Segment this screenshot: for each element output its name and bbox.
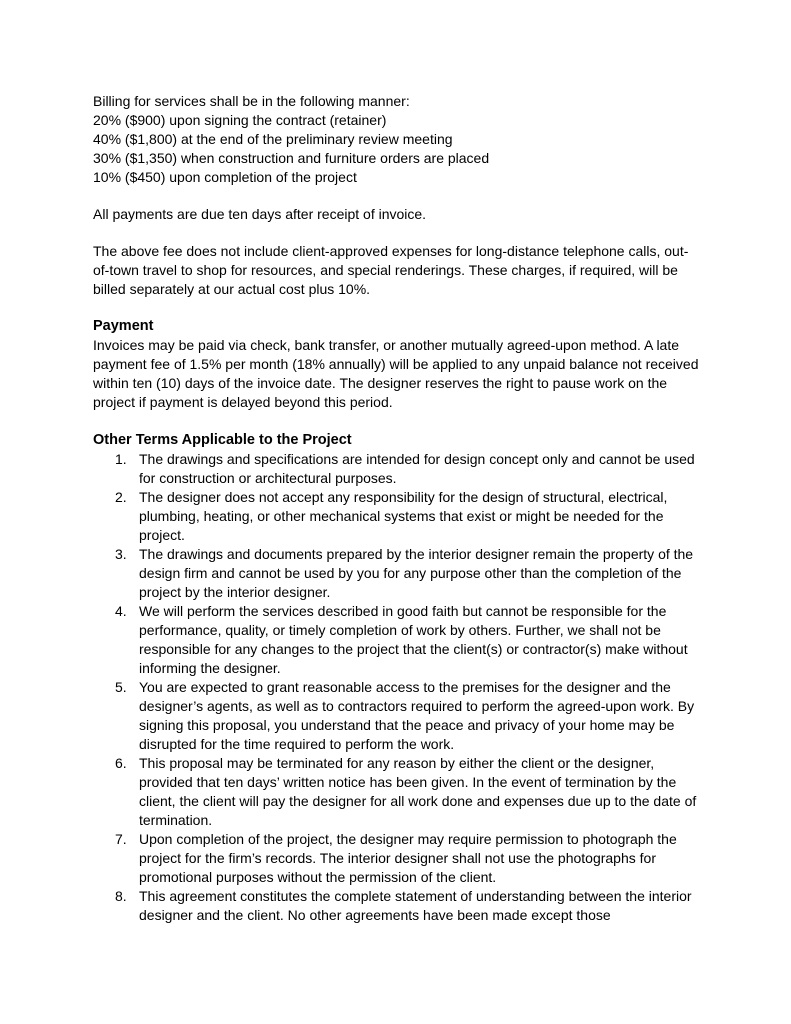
- list-item-number: 7.: [115, 831, 127, 847]
- list-item: [93, 545, 703, 602]
- list-item-text: You are expected to grant reasonable access to the premises for the designer and the designer’s agents, as well as to contractors required to perform the agreed-upon work. By signing this proposal, you understand that the peace and privacy of your home may be disrupted for the time required to perform the work.: [139, 679, 695, 752]
- list-item-text: This proposal may be terminated for any reason by either the client or the designer, provided that ten days’ written notice has been given. In the event of termination by the client, the client will pay the designer for all work done and expenses due up to the date of termination.: [139, 755, 697, 828]
- fee-note-paragraph: [93, 242, 703, 299]
- list-item-number: 3.: [115, 546, 127, 562]
- list-item: [93, 887, 703, 925]
- list-item-number: 4.: [115, 603, 127, 619]
- billing-item: 20% ($900) upon signing the contract (retainer): [93, 112, 387, 128]
- billing-item: 30% ($1,350) when construction and furniture orders are placed: [93, 150, 490, 166]
- list-item-number: 2.: [115, 489, 127, 505]
- list-item: [93, 450, 703, 488]
- list-item: [93, 678, 703, 754]
- list-item-number: 1.: [115, 451, 127, 467]
- billing-item: 10% ($450) upon completion of the project: [93, 169, 357, 185]
- billing-item: 40% ($1,800) at the end of the preliminary review meeting: [93, 131, 453, 147]
- payments-due-text: All payments are due ten days after receipt of invoice.: [93, 206, 427, 222]
- list-item: [93, 830, 703, 887]
- list-item-text: This agreement constitutes the complete statement of understanding between the interior designer and the client. No other agreements have been made except those: [139, 888, 692, 923]
- list-item: [93, 754, 703, 830]
- list-item-text: Upon completion of the project, the designer may require permission to photograph the project for the firm’s records. The interior designer shall not use the photographs for promotional purposes without the permission of the client.: [139, 831, 677, 885]
- document-page: [93, 92, 703, 944]
- list-item-text: The drawings and specifications are intended for design concept only and cannot be used for construction or architectural purposes.: [139, 451, 695, 486]
- list-item-text: We will perform the services described in good faith but cannot be responsible for the performance, quality, or timely completion of work by others. Further, we shall not be responsible for any changes to the project that the client(s) or contractor(s) make without informing the designer.: [139, 603, 688, 676]
- list-item-text: The drawings and documents prepared by the interior designer remain the property of the design firm and cannot be used by you for any purpose other than the completion of the project by the interior designer.: [139, 546, 694, 600]
- terms-list: [93, 450, 703, 925]
- billing-intro: Billing for services shall be in the following manner:: [93, 93, 410, 109]
- list-item: [93, 488, 703, 545]
- other-terms-section: [93, 431, 703, 925]
- payment-body: Invoices may be paid via check, bank transfer, or another mutually agreed-upon method. A late payment fee of 1.5% per month (18% annually) will be applied to any unpaid balance not received within ten (10) days of the invoice date. The designer reserves the right to pause work on the project if payment is delayed beyond this period.: [93, 337, 699, 410]
- list-item: [93, 602, 703, 678]
- list-item-text: The designer does not accept any responsibility for the design of structural, electrical, plumbing, heating, or other mechanical systems that exist or might be needed for the project.: [139, 489, 668, 543]
- other-terms-heading: Other Terms Applicable to the Project: [93, 432, 352, 448]
- payments-due-paragraph: [93, 205, 703, 224]
- list-item-number: 6.: [115, 755, 127, 771]
- fee-note-text: The above fee does not include client-approved expenses for long-distance telephone calls, out-of-town travel to shop for resources, and special renderings. These charges, if required, will be billed separately at our actual cost plus 10%.: [93, 243, 689, 297]
- payment-heading: Payment: [93, 318, 154, 334]
- list-item-number: 5.: [115, 679, 127, 695]
- payment-section: [93, 317, 703, 412]
- billing-section: [93, 92, 703, 187]
- list-item-number: 8.: [115, 888, 127, 904]
